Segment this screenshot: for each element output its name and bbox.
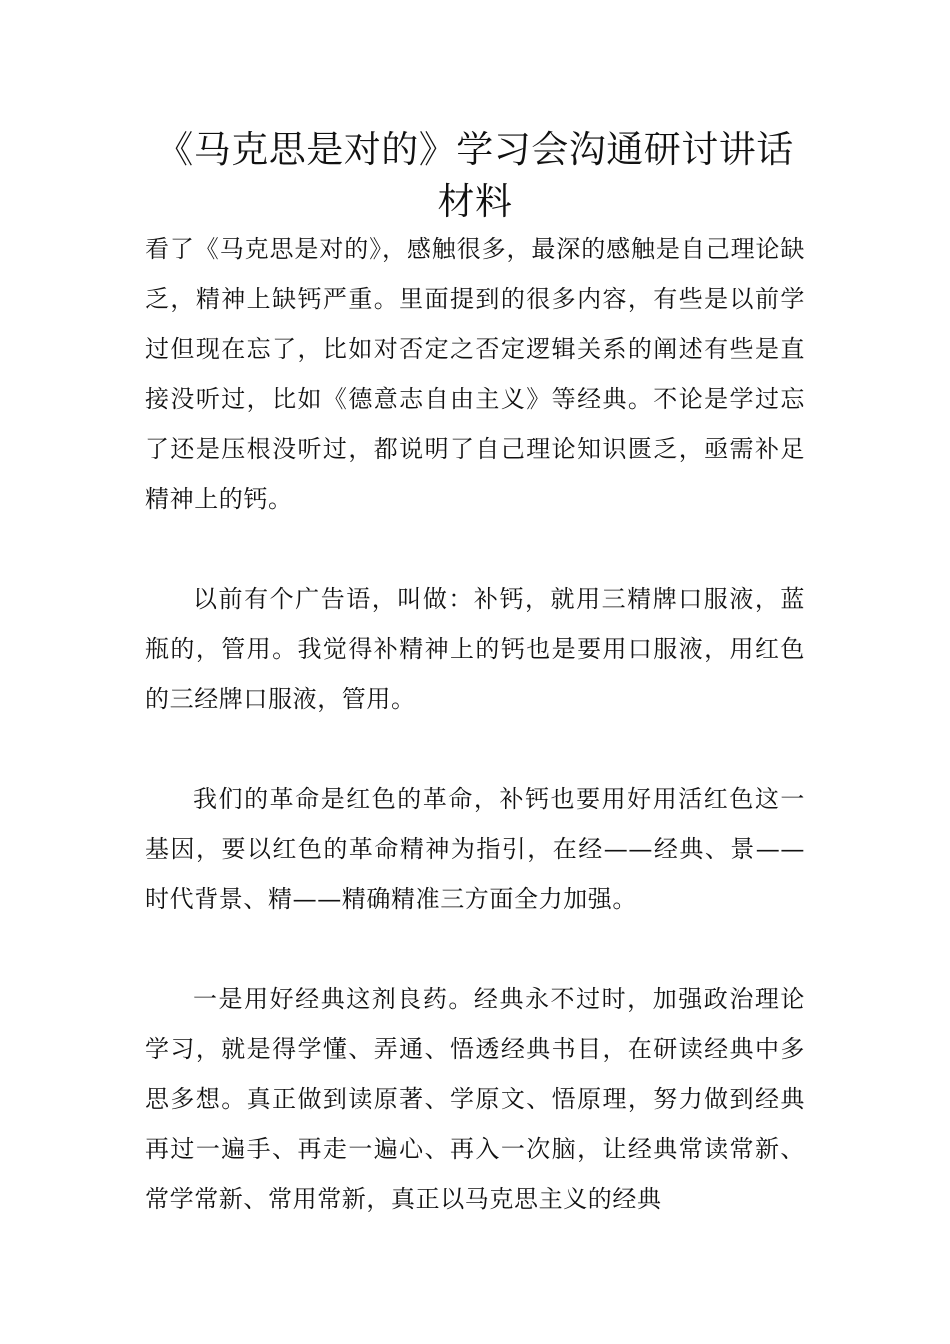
paragraph-spacer (145, 524, 805, 574)
paragraph-spacer (145, 924, 805, 974)
paragraph-1: 看了《马克思是对的》，感触很多，最深的感触是自己理论缺乏，精神上缺钙严重。里面提到的很多内容，有些是以前学过但现在忘了，比如对否定之否定逻辑关系的阐述有些是直接没听过，比如《德意志自由主义》等经典。不论是学过忘了还是压根没听过，都说明了自己理论知识匮乏，亟需补足精神上的钙。 (145, 235, 805, 513)
paragraph-4: 一是用好经典这剂良药。经典永不过时，加强政治理论学习，就是得学懂、弄通、悟透经典书目，在研读经典中多思多想。真正做到读原著、学原文、悟原理，努力做到经典再过一遍手、再走一遍心、再入一次脑，让经典常读常新、常学常新、常用常新，真正以马克思主义的经典 (145, 985, 805, 1213)
document-title: 《马克思是对的》学习会沟通研讨讲话材料 (156, 128, 794, 223)
paragraph-2: 以前有个广告语，叫做：补钙，就用三精牌口服液，蓝瓶的，管用。我觉得补精神上的钙也是要用口服液，用红色的三经牌口服液，管用。 (145, 585, 805, 713)
document-body (145, 224, 805, 1224)
paragraph-spacer (145, 724, 805, 774)
paragraph-3: 我们的革命是红色的革命，补钙也要用好用活红色这一基因，要以红色的革命精神为指引，在经——经典、景——时代背景、精——精确精准三方面全力加强。 (145, 785, 805, 913)
